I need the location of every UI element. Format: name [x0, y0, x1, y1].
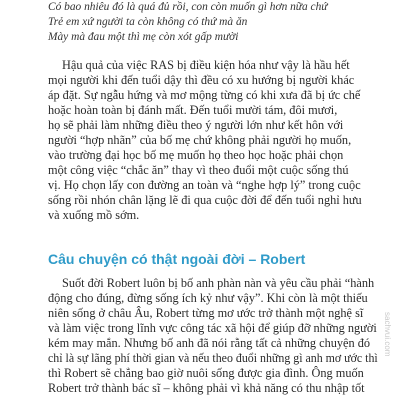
paragraph-line: áp đặt. Sự ngẫu hứng và mơ mộng từng có khi xưa đã bị ức chế	[48, 88, 361, 102]
poem-line: Mày mà đau một thì mẹ còn xót gấp mười	[48, 31, 239, 43]
paragraph-line: một công việc “chắc ăn” thay vì theo đuổi một cuộc sống thú	[48, 163, 349, 177]
poem-line: Có bao nhiêu đó là quá đủ rồi, con còn muốn gì hơn nữa chứ	[48, 1, 328, 13]
paragraph-line: kém may mắn. Nhưng bố anh đã nói rằng tất cả những chuyện đó	[48, 336, 371, 350]
paragraph-line: niên sống ở châu Âu, Robert từng mơ ước trở thành một nghệ sĩ	[48, 306, 364, 320]
paragraph-line: động cho đúng, đừng sống ích kỷ như vậy”. Khi còn là một thiếu	[48, 291, 368, 305]
paragraph-line: và xuống mồ sớm.	[48, 208, 140, 222]
paragraph-line: sống rồi nhón chân lặng lẽ đi qua cuộc đời để đến tuổi nghỉ hưu	[48, 193, 362, 207]
paragraph-line: người “hợp nhãn” của bố mẹ chứ không phải người họ muốn,	[48, 133, 352, 147]
paragraph-line: Robert trở thành bác sĩ – không phải vì khả năng có thu nhập tốt	[48, 381, 365, 395]
paragraph-line: vào trường đại học bố mẹ muốn họ theo học hoặc phải chọn	[48, 148, 344, 162]
paragraph-line: Hậu quả của việc RAS bị điều kiện hóa như vậy là hầu hết	[62, 58, 350, 72]
paragraph-line: hoặc hoàn toàn bị đánh mất. Đến tuổi mười tám, đôi mươi,	[48, 103, 338, 117]
paragraph-line: Suốt đời Robert luôn bị bố anh phàn nàn và yêu cầu phải “hành	[62, 276, 375, 290]
watermark-text: sachvui.com	[383, 312, 392, 357]
paragraph-line: thì Robert sẽ chẳng bao giờ nuôi sống được gia đình. Ông muốn	[48, 366, 364, 380]
paragraph-line: vị. Họ chọn lấy con đường an toàn và “nghe hợp lý” trong cuộc	[48, 178, 361, 192]
section-heading: Câu chuyện có thật ngoài đời – Robert	[48, 251, 306, 267]
paragraph-line: và làm việc trong lĩnh vực công tác xã hội để giúp đỡ những người	[48, 321, 377, 335]
paragraph-line: họ sẽ phải làm những điều theo ý người lớn như kết hôn với	[48, 118, 344, 132]
poem-line: Trẻ em xứ người ta còn không có thứ mà ăn	[48, 16, 248, 28]
paragraph-line: chỉ là sự lãng phí thời gian và nếu theo đuổi những gì anh mơ ước thì	[48, 351, 378, 365]
paragraph-line: mọi người khi đến tuổi dậy thì đều có xu hướng bị người khác	[48, 73, 355, 87]
